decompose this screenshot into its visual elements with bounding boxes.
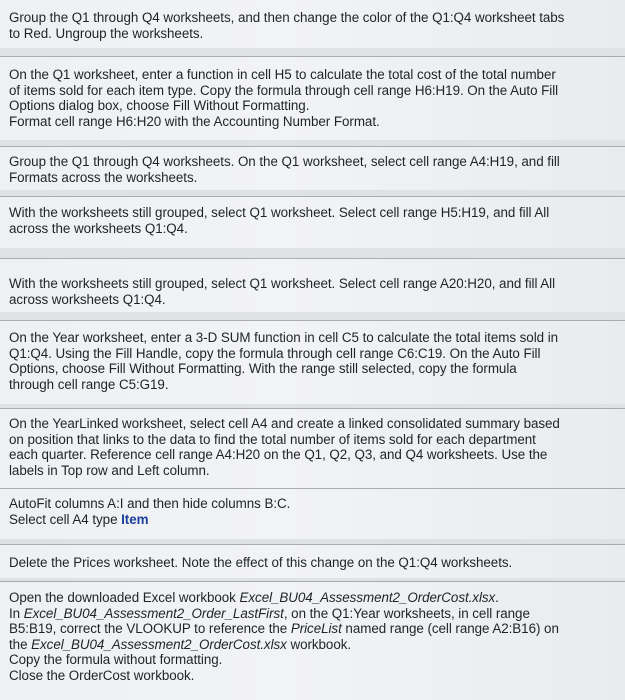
instruction-text: AutoFit columns A:I and then hide columns B:C. [9, 496, 291, 511]
instruction-line [9, 377, 625, 393]
instruction-line [9, 652, 625, 668]
instruction-text: On the Q1 worksheet, enter a function in cell H5 to calculate the total cost of the total number [9, 67, 556, 82]
instruction-text: across the worksheets Q1:Q4. [9, 220, 188, 236]
instruction-step [0, 196, 625, 248]
instruction-text: Delete the Prices worksheet. Note the effect of this change on the Q1:Q4 worksheets. [9, 555, 513, 570]
instruction-text: workbook. [286, 636, 352, 652]
instruction-line [9, 114, 625, 130]
instruction-line [9, 10, 625, 26]
instruction-text: Close the OrderCost workbook. [9, 667, 195, 683]
instruction-text: Group the Q1 through Q4 worksheets, and then change the color of the Q1:Q4 worksheet tabs [9, 10, 565, 25]
instruction-step [0, 544, 625, 578]
instruction-step [0, 408, 625, 488]
instruction-text: of items sold for each item type. Copy the formula through cell range H6:H19. On the Auto Fill [9, 82, 559, 98]
instruction-line [9, 292, 625, 308]
italic-filename-text: Excel_BU04_Assessment2_Order_LastFirst [23, 605, 284, 621]
instruction-line [9, 637, 625, 653]
instruction-line [9, 67, 625, 83]
instruction-text: on position that links to the data to find the total number of items sold for each department [9, 431, 536, 447]
italic-filename-text: Excel_BU04_Assessment2_OrderCost.xlsx [31, 636, 287, 652]
instruction-line [9, 621, 625, 637]
italic-filename-text: Excel_BU04_Assessment2_OrderCost.xlsx [239, 590, 496, 605]
instruction-line [9, 205, 625, 221]
instruction-line [9, 276, 625, 292]
row-gap [0, 248, 625, 258]
instruction-line [9, 555, 625, 571]
instruction-text: each quarter. Reference cell range A4:H20 on the Q1, Q2, Q3, and Q4 worksheets. Use the [9, 447, 548, 463]
instruction-line [9, 361, 625, 377]
instruction-text: labels in Top row and Left column. [9, 462, 210, 478]
instruction-text: across worksheets Q1:Q4. [9, 291, 166, 307]
highlighted-text: Item [121, 511, 149, 527]
instruction-line [9, 416, 625, 432]
instruction-text: Q1:Q4. Using the Fill Handle, copy the formula through cell range C6:C19. On the Auto Fill [9, 345, 541, 361]
instruction-text: Options, choose Fill Without Formatting. With the range still selected, copy the formula [9, 361, 517, 377]
instruction-text: Format cell range H6:H20 with the Accounting Number Format. [9, 113, 380, 129]
instruction-step [0, 258, 625, 312]
instruction-text: Options dialog box, choose Fill Without Formatting. [9, 98, 310, 114]
instruction-line [9, 330, 625, 346]
instruction-text: On the Year worksheet, enter a 3-D SUM function in cell C5 to calculate the total items sold in [9, 330, 559, 345]
row-gap [0, 312, 625, 320]
instruction-text: With the worksheets still grouped, select Q1 worksheet. Select cell range H5:H19, and fill All [9, 205, 550, 220]
instruction-text: Select cell A4 type [9, 511, 122, 527]
instruction-text: to Red. Ungroup the worksheets. [9, 25, 204, 41]
instruction-text: Group the Q1 through Q4 worksheets. On the Q1 worksheet, select cell range A4:H19, and fill [9, 154, 560, 169]
instruction-text: With the worksheets still grouped, select Q1 worksheet. Select cell range A20:H20, and fill All [9, 276, 556, 291]
instruction-step [0, 488, 625, 539]
instruction-text: through cell range C5:G19. [9, 376, 169, 392]
instruction-line [9, 590, 625, 606]
instruction-step [0, 56, 625, 140]
instruction-line [9, 98, 625, 114]
instruction-line [9, 170, 625, 186]
instruction-line [9, 463, 625, 479]
instruction-step [0, 320, 625, 404]
instruction-text: B5:B19, correct the VLOOKUP to reference the [9, 621, 291, 637]
instruction-step [0, 581, 625, 700]
instruction-line [9, 221, 625, 237]
italic-filename-text: PriceList [290, 621, 342, 637]
instruction-text: . [495, 590, 499, 605]
instruction-text: In [9, 605, 24, 621]
instruction-line [9, 346, 625, 362]
instruction-text: Copy the formula without formatting. [9, 652, 223, 668]
instruction-text: , on the Q1:Year worksheets, in cell range [283, 605, 530, 621]
instruction-line [9, 668, 625, 684]
instruction-text: On the YearLinked worksheet, select cell A4 and create a linked consolidated summary based [9, 416, 560, 431]
instruction-text: Formats across the worksheets. [9, 169, 198, 185]
instruction-line [9, 432, 625, 448]
instruction-line [9, 154, 625, 170]
instruction-text: named range (cell range A2:B16) on [341, 621, 559, 637]
instruction-step [0, 0, 625, 48]
instruction-text: the [9, 636, 32, 652]
instruction-line [9, 26, 625, 42]
instruction-line [9, 447, 625, 463]
instruction-step [0, 146, 625, 190]
instruction-line [9, 512, 625, 528]
instruction-text: Open the downloaded Excel workbook [9, 590, 240, 605]
instruction-line [9, 83, 625, 99]
instruction-line [9, 496, 625, 512]
row-gap [0, 48, 625, 56]
instruction-line [9, 606, 625, 622]
